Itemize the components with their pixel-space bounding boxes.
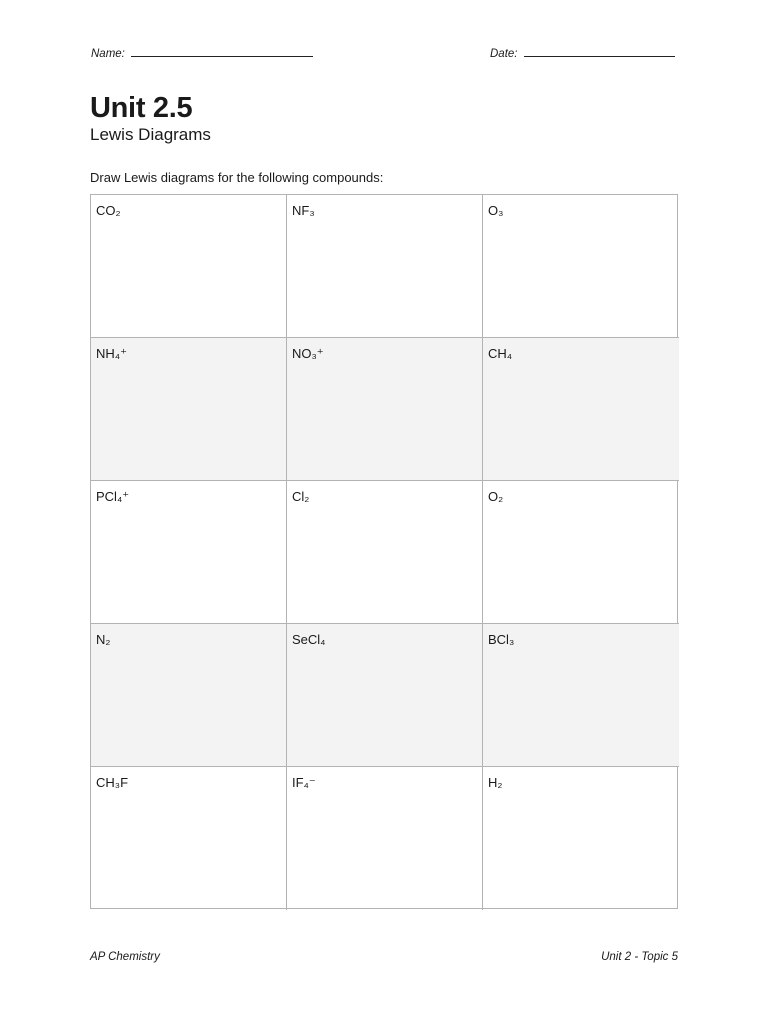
compound-cell[interactable] xyxy=(287,481,483,624)
compound-cell[interactable] xyxy=(91,481,287,624)
compound-label: IF₄⁻ xyxy=(292,775,316,790)
compound-cell[interactable] xyxy=(483,195,679,338)
instructions-text: Draw Lewis diagrams for the following compounds: xyxy=(90,170,384,185)
compound-cell[interactable] xyxy=(483,338,679,481)
compound-label: Cl₂ xyxy=(292,489,310,504)
compound-cell[interactable] xyxy=(91,338,287,481)
compound-label: NO₃⁺ xyxy=(292,346,324,361)
compound-label: CH₃F xyxy=(96,775,129,790)
footer-topic: Unit 2 - Topic 5 xyxy=(601,951,678,963)
name-field xyxy=(91,46,313,60)
compound-label: SeCl₄ xyxy=(292,632,326,647)
compound-cell[interactable] xyxy=(483,481,679,624)
compound-label: NF₃ xyxy=(292,203,315,218)
compound-cell[interactable] xyxy=(287,195,483,338)
compound-label: NH₄⁺ xyxy=(96,346,127,361)
compound-cell[interactable] xyxy=(483,624,679,767)
compound-label: CO₂ xyxy=(96,203,121,218)
compound-grid xyxy=(90,194,678,909)
date-blank-line[interactable] xyxy=(524,46,675,57)
name-blank-line[interactable] xyxy=(131,46,313,57)
compound-label: O₃ xyxy=(488,203,504,218)
name-label: Name: xyxy=(91,48,125,60)
compound-cell[interactable] xyxy=(287,624,483,767)
date-label: Date: xyxy=(490,48,518,60)
compound-label: BCl₃ xyxy=(488,632,515,647)
page-title: Unit 2.5 xyxy=(90,92,193,124)
compound-cell[interactable] xyxy=(91,195,287,338)
compound-label: N₂ xyxy=(96,632,111,647)
page-subtitle: Lewis Diagrams xyxy=(90,125,211,144)
compound-label: PCl₄⁺ xyxy=(96,489,130,504)
compound-label: H₂ xyxy=(488,775,503,790)
compound-cell[interactable] xyxy=(91,624,287,767)
footer-course: AP Chemistry xyxy=(90,951,160,963)
compound-cell[interactable] xyxy=(91,767,287,910)
compound-cell[interactable] xyxy=(483,767,679,910)
compound-cell[interactable] xyxy=(287,338,483,481)
compound-label: CH₄ xyxy=(488,346,513,361)
compound-label: O₂ xyxy=(488,489,504,504)
compound-cell[interactable] xyxy=(287,767,483,910)
date-field xyxy=(490,46,675,60)
